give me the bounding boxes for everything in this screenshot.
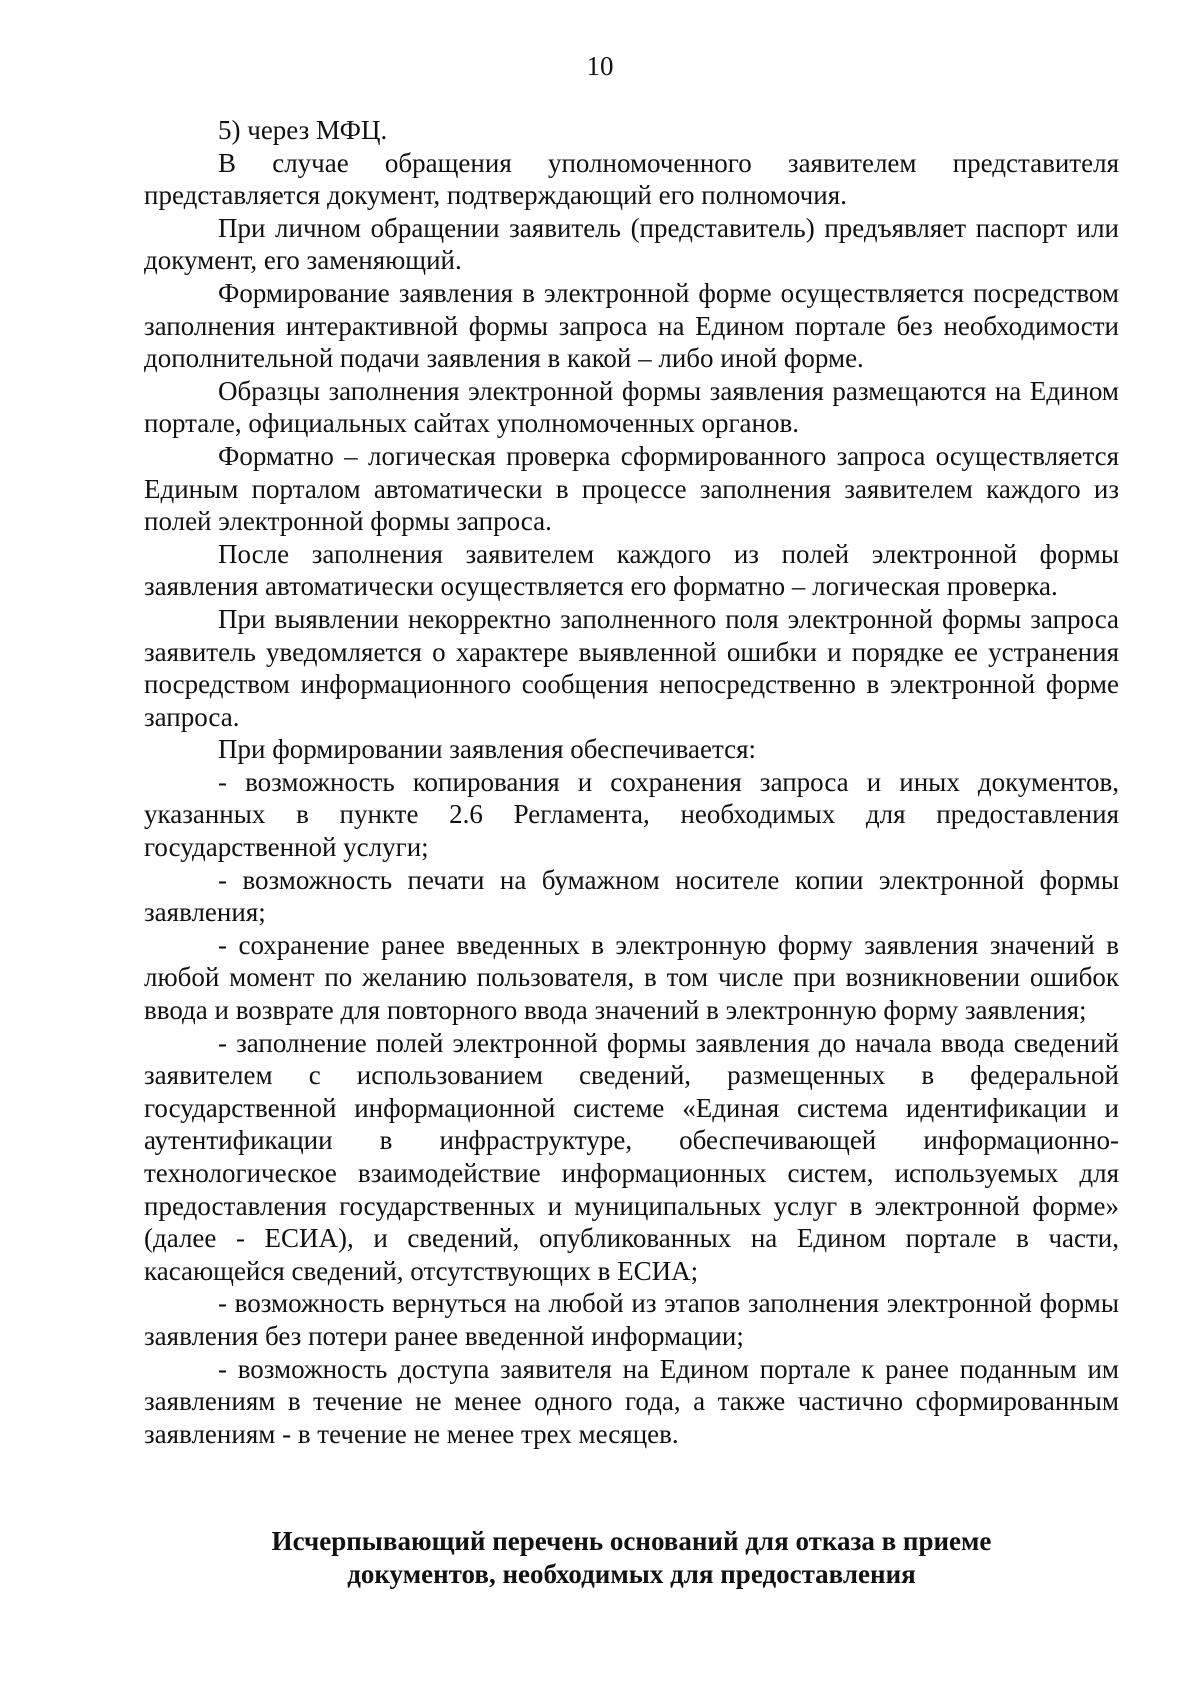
list-item-copying: - возможность копирования и сохранения запроса и иных документов, указанных в пункте 2.6 Регламента, необходимых для предоставления государственной услуги; [144, 766, 1119, 863]
list-item-saving: - сохранение ранее введенных в электронную форму заявления значений в любой момент по желанию пользователя, в том числе при возникновении ошибок ввода и возврате для повторного ввода значений в электронную форму заявления; [144, 929, 1119, 1026]
section-heading [144, 1525, 1119, 1591]
paragraph-personal-appeal: При личном обращении заявитель (представитель) предъявляет паспорт или документ, его заменяющий. [144, 212, 1119, 276]
section-heading-line-1: Исчерпывающий перечень оснований для отказа в приеме [271, 1526, 992, 1556]
page-number: 10 [586, 51, 614, 81]
list-item-printing: - возможность печати на бумажном носителе копии электронной формы заявления; [144, 864, 1119, 928]
section-heading-line-2: документов, необходимых для предоставления [347, 1559, 916, 1589]
list-item-return: - возможность вернуться на любой из этапов заполнения электронной формы заявления без потери ранее введенной информации; [144, 1288, 1119, 1351]
list-item-esia-filling: - заполнение полей электронной формы заявления до начала ввода сведений заявителем с использованием сведений, размещенных в федеральной государственной информационной системе «Единая система идентификации и аутентификации в инфраструктуре, обеспечивающей информационно-технологическое взаимодействие информационных систем, используемых для предоставления государственных и муниципальных услуг в электронной форме» (далее - ЕСИА), и сведений, опубликованных на Едином портале в части, касающейся сведений, отсутствующих в ЕСИА; [144, 1027, 1119, 1286]
paragraph-provision-intro: При формировании заявления обеспечивается: [218, 734, 756, 765]
paragraph-error-detection: При выявлении некорректно заполненного поля электронной формы запроса заявитель уведомляется о характере выявленной ошибки и порядке ее устранения посредством информационного сообщения непосредственно в электронной форме запроса. [144, 603, 1119, 732]
paragraph-via-mfc: 5) через МФЦ. [218, 115, 388, 145]
paragraph-electronic-form: Формирование заявления в электронной форме осуществляется посредством заполнения интерактивной формы запроса на Едином портале без необходимости дополнительной подачи заявления в какой – либо иной форме. [144, 277, 1119, 374]
paragraph-after-filling: После заполнения заявителем каждого из полей электронной формы заявления автоматически осуществляется его форматно – логическая проверка. [144, 538, 1119, 602]
paragraph-representative: В случае обращения уполномоченного заявителем представителя представляется документ, подтверждающий его полномочия. [144, 147, 1119, 211]
list-item-access: - возможность доступа заявителя на Едином портале к ранее поданным им заявлениям в течение не менее одного года, а также частично сформированным заявлениям - в течение не менее трех месяцев. [144, 1353, 1119, 1449]
paragraph-samples: Образцы заполнения электронной формы заявления размещаются на Едином портале, официальных сайтах уполномоченных органов. [144, 375, 1119, 439]
document-body [144, 114, 1119, 1450]
paragraph-format-check: Форматно – логическая проверка сформированного запроса осуществляется Единым порталом автоматически в процессе заполнения заявителем каждого из полей электронной формы запроса. [144, 440, 1119, 537]
